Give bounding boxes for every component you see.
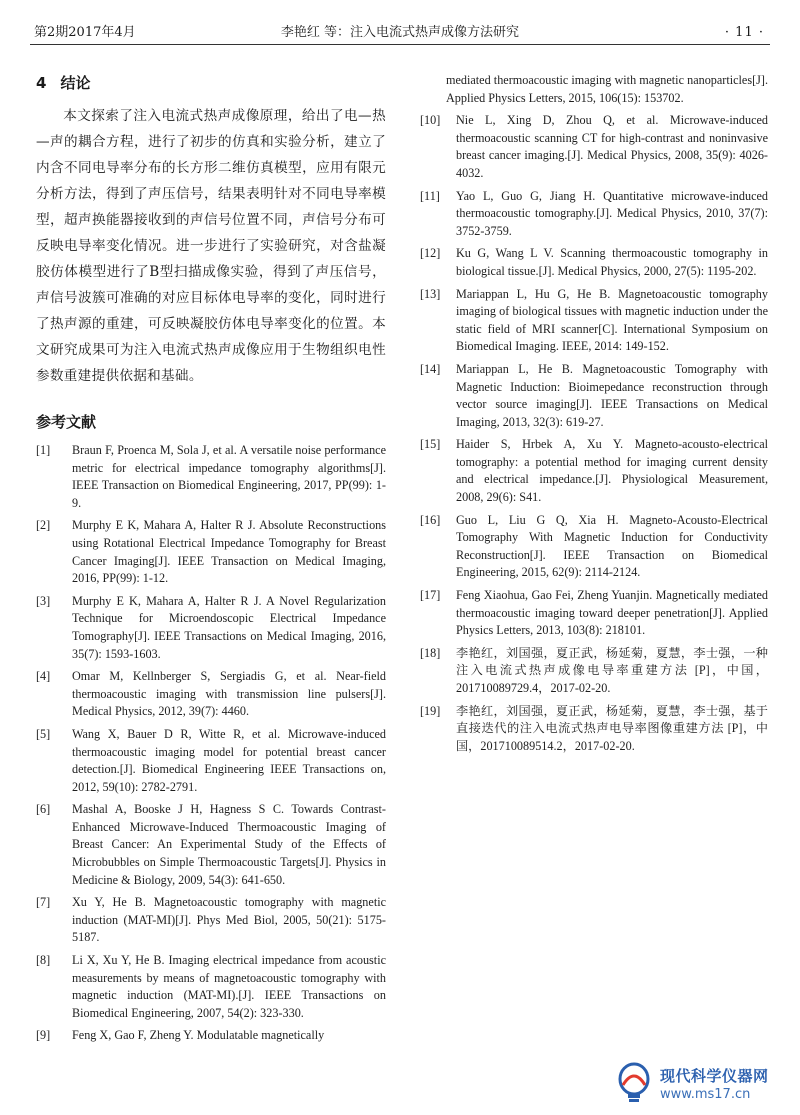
- reference-text: Nie L, Xing D, Zhou Q, et al. Microwave-induced thermoacoustic scanning CT for high-contrast and noninvasive breast cancer imaging.[J]. Medical Physics, 2008, 35(9): 4026-4032.: [456, 113, 768, 180]
- lightbulb-logo-icon: [614, 1061, 654, 1107]
- reference-item: [36, 517, 386, 587]
- reference-item: [36, 952, 386, 1022]
- reference-index: [11]: [420, 188, 440, 203]
- reference-item: [36, 593, 386, 663]
- reference-item: [36, 894, 386, 947]
- reference-item: [36, 801, 386, 889]
- watermark-site-url[interactable]: www.ms17.cn: [660, 1087, 751, 1102]
- reference-item: [36, 1027, 386, 1045]
- running-header: [30, 22, 770, 45]
- reference-index: [19]: [420, 703, 441, 718]
- right-column: [420, 72, 768, 760]
- reference-index: [6]: [36, 802, 51, 817]
- reference-text: Murphy E K, Mahara A, Halter R J. A Novel Regularization Technique for Microendoscopic Electrical Impedance Tomography[J]. IEEE Transactions on Medical Imaging, 2016, 35(7): 1593-1603.: [72, 593, 386, 661]
- reference-index: [4]: [36, 669, 51, 684]
- reference-list-right: [420, 112, 768, 755]
- reference-index: [14]: [420, 361, 441, 376]
- reference-index: [16]: [420, 512, 441, 527]
- reference-index: [1]: [36, 443, 51, 457]
- running-title: 李艳红 等：注入电流式热声成像方法研究: [280, 25, 520, 40]
- reference-text: Mariappan L, Hu G, He B. Magnetoacoustic tomography imaging of biological tissues with magnetic induction under the static field of MRI scanner[C]. International Symposium on Biomedical Imaging. IEEE, 2014: 149-152.: [456, 286, 768, 354]
- page-number: · 11 ·: [724, 25, 764, 40]
- reference-index: [15]: [420, 437, 441, 452]
- reference-text: Omar M, Kellnberger S, Sergiadis G, et al. Near-field thermoacoustic imaging with transmission line pulsers[J]. Medical Physics, 2012, 39(7): 4460.: [72, 669, 386, 719]
- reference-index: [12]: [420, 246, 441, 261]
- conclusion-heading: [36, 72, 386, 93]
- reference-item: [36, 442, 386, 512]
- reference-index: [7]: [36, 895, 51, 910]
- reference-item: [36, 668, 386, 721]
- reference-index: [3]: [36, 593, 51, 608]
- reference-index: [18]: [420, 645, 441, 660]
- reference-index: [2]: [36, 518, 51, 533]
- reference-text: 李艳红，刘国强，夏正武，杨延菊，夏慧，李士强，一种注入电流式热声成像电导率重建方法 [P]，中国，201710089729.4，2017-02-20.: [456, 645, 768, 695]
- section-title: 结论: [60, 74, 91, 92]
- reference-item: [420, 645, 768, 698]
- reference-item: [36, 726, 386, 796]
- reference-text: Guo L, Liu G Q, Xia H. Magneto-Acousto-Electrical Tomography With Magnetic Induction for Conductivity Reconstruction[J]. IEEE Transaction on Biomedical Engineering, 2015, 62(9): 2114-2124.: [456, 512, 768, 580]
- references-heading: 参考文献: [36, 413, 97, 431]
- reference-item: [420, 436, 768, 506]
- reference-item: [420, 245, 768, 280]
- reference-text: Yao L, Guo G, Jiang H. Quantitative microwave-induced thermoacoustic tomography.[J]. Medical Physics, 2010, 37(7): 3752-3759.: [456, 188, 768, 238]
- reference-text: Murphy E K, Mahara A, Halter R J. Absolute Reconstructions using Rotational Electrical Impedance Tomography for Breast Cancer Imaging[J]. IEEE Transaction on Medical Imaging, 2016, PP(99): 1-12.: [72, 518, 386, 586]
- reference-text: Wang X, Bauer D R, Witte R, et al. Microwave-induced thermoacoustic imaging model for potential breast cancer detection.[J]. Biomedical Engineering IEEE Transactions on, 2012, 59(10): 2782-2791.: [72, 726, 386, 794]
- reference-item: [420, 512, 768, 582]
- reference-index: [8]: [36, 953, 51, 968]
- reference-list-left: [36, 442, 386, 1045]
- reference-index: [17]: [420, 588, 441, 603]
- reference-text: Mariappan L, He B. Magnetoacoustic Tomography with Magnetic Induction: Bioimepedance reconstruction through vector source imaging[J]. IEEE Transactions on Medical Imaging, 2013, 32(3): 619-27.: [456, 361, 768, 429]
- site-watermark[interactable]: [612, 1059, 782, 1109]
- section-number: 4: [36, 74, 47, 92]
- reference-item: [420, 587, 768, 640]
- reference-text: Haider S, Hrbek A, Xu Y. Magneto-acousto-electrical tomography: a potential method for imaging current density and electrical impedance.[J]. Physiological Measurement, 2008, 29(6): S41.: [456, 437, 768, 505]
- reference-text: Xu Y, He B. Magnetoacoustic tomography with magnetic induction (MAT-MI)[J]. Phys Med Biol, 2005, 50(21): 5175-5187.: [72, 895, 386, 945]
- reference-item: [420, 703, 768, 756]
- reference-text: Ku G, Wang L V. Scanning thermoacoustic tomography in biological tissue.[J]. Medical Physics, 2000, 27(5): 1195-202.: [456, 246, 768, 278]
- reference-index: [9]: [36, 1028, 51, 1043]
- reference-text: Braun F, Proenca M, Sola J, et al. A versatile noise performance metric for electrical impedance tomography algorithms[J]. IEEE Transaction on Biomedical Engineering, 2017, PP(99): 1-9.: [72, 443, 386, 510]
- watermark-site-name: 现代科学仪器网: [660, 1067, 769, 1085]
- reference-text: 李艳红，刘国强，夏正武，杨延菊，夏慧，李士强，基于直接迭代的注入电流式热声电导率图像重建方法 [P]，中国，201710089514.2，2017-02-20.: [456, 703, 768, 753]
- issue-info: 第2期2017年4月: [34, 25, 136, 40]
- reference-text: Feng X, Gao F, Zheng Y. Modulatable magnetically: [72, 1028, 325, 1043]
- reference-item: [420, 112, 768, 182]
- conclusion-body: 本文探索了注入电流式热声成像原理，给出了电—热—声的耦合方程，进行了初步的仿真和实验分析，建立了内含不同电导率分布的长方形二维仿真模型，应用有限元分析方法，得到了声压信号，结果表明针对不同电导率模型，超声换能器接收到的声信号位置不同，声信号分布可反映电导率变化情况。进一步进行了实验研究，对含盐凝胶仿体模型进行了B型扫描成像实验，得到了声压信号，声信号波簇可准确的对应目标体电导率的变化，同时进行了热声源的重建，可反映凝胶仿体电导率变化的位置。本文研究成果可为注入电流式热声成像应用于生物组织电性参数重建提供依据和基础。: [36, 108, 386, 384]
- reference-index: [13]: [420, 286, 441, 301]
- reference-item: [420, 188, 768, 241]
- left-column: [36, 72, 386, 1050]
- reference-index: [5]: [36, 726, 51, 741]
- reference-text: Mashal A, Booske J H, Hagness S C. Towards Contrast-Enhanced Microwave-Induced Thermoacoustic Imaging of Breast Cancer: An Experimental Study of the Effects of Microbubbles on Simple Thermoacoustic Targets[J]. Physics in Medicine & Biology, 2009, 54(3): 641-650.: [72, 802, 386, 887]
- reference-text: Li X, Xu Y, He B. Imaging electrical impedance from acoustic measurements by means of magnetoacoustic tomography with magnetic induction (MAT-MI).[J]. IEEE Transactions on Biomedical Engineering, 2007, 54(2): 323-330.: [72, 953, 386, 1020]
- reference-item: [420, 286, 768, 356]
- reference-item: [420, 361, 768, 431]
- reference-text: Feng Xiaohua, Gao Fei, Zheng Yuanjin. Magnetically mediated thermoacoustic imaging toward deeper penetration[J]. Applied Physics Letters, 2013, 103(8): 218101.: [456, 588, 768, 638]
- reference-index: [10]: [420, 113, 441, 128]
- reference-continuation: mediated thermoacoustic imaging with magnetic nanoparticles[J]. Applied Physics Letters, 2015, 106(15): 153702.: [446, 73, 768, 105]
